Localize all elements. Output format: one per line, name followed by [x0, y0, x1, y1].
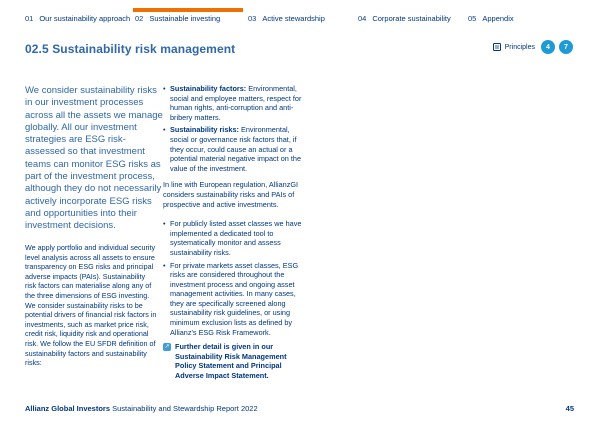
- further-detail-link-text: Further detail is given in our Sustainability Risk Management Policy Statement and Principal Adverse Impact Statement.: [175, 342, 287, 381]
- nav-item-corporate-sustainability[interactable]: [358, 14, 451, 23]
- principle-badge-4[interactable]: 4: [541, 40, 555, 54]
- bullet-text: Environmental, social or governance risk factors that, if they occur, could cause an actual or a potential material negative impact on the value of the investment.: [170, 125, 302, 173]
- definitions-list: [163, 84, 303, 173]
- external-link-icon: ↗: [164, 344, 170, 351]
- middle-column: [163, 84, 303, 381]
- principles-grid-icon: [493, 43, 501, 51]
- page-number: 45: [565, 404, 574, 413]
- nav-item-label: Sustainable investing: [149, 14, 221, 23]
- footer-report-title: [25, 404, 258, 413]
- bullet-text: For publicly listed asset classes we have implemented a dedicated tool to systematically monitor and assess sustainability risks.: [170, 219, 302, 257]
- nav-item-sustainable-investing[interactable]: [135, 14, 220, 23]
- intro-paragraph: We consider sustainability risks in our investment processes across all the assets we manage globally. All our investment strategies are ESG risk-assessed so that investment teams can monitor ESG risks as part of the investment process, although they do not necessarily actively incorporate ESG risks and opportunities into their investment decisions.: [25, 85, 163, 232]
- further-detail-link[interactable]: [163, 342, 303, 380]
- nav-item-label: Appendix: [482, 14, 514, 23]
- regulation-paragraph: In line with European regulation, AllianzGI considers sustainability risks and PAIs of prospective and active investments.: [163, 180, 299, 209]
- nav-item-number: 02: [135, 14, 144, 23]
- nav-item-number: 03: [248, 14, 257, 23]
- nav-item-label: Our sustainability approach: [39, 14, 131, 23]
- footer-report-name: Sustainability and Stewardship Report 2022: [112, 404, 258, 413]
- nav-item-appendix[interactable]: [468, 14, 514, 23]
- asset-classes-list: [163, 219, 303, 337]
- principle-badge-7[interactable]: 7: [559, 40, 573, 54]
- nav-item-label: Corporate sustainability: [372, 14, 451, 23]
- list-item-publicly-listed: [163, 219, 303, 257]
- bullet-lead: Sustainability risks:: [170, 125, 239, 135]
- active-tab-indicator: [133, 8, 243, 12]
- list-item-sustainability-risks: [163, 125, 303, 173]
- nav-item-active-stewardship[interactable]: [248, 14, 325, 23]
- left-body-paragraph: We apply portfolio and individual security level analysis across all assets to ensure transparency on ESG risks and principal adverse impacts (PAIs). Sustainability risk factors can materialise along any of the three dimensions of ESG investing. We consider sustainability risks to be potential drivers of financial risk factors in investments, such as market price risk, credit risk, liquidity risk and operational risk. We follow the EU SFDR definition of sustainability factors and sustainability risks:: [25, 243, 157, 368]
- bullet-text: Environmental, social and employee matters, respect for human rights, anti-corruption and anti-bribery matters.: [170, 84, 302, 122]
- nav-item-number: 01: [25, 14, 34, 23]
- page-title: 02.5 Sustainability risk management: [25, 42, 236, 56]
- list-item-sustainability-factors: [163, 84, 303, 122]
- list-item-private-markets: [163, 261, 303, 338]
- principles-group: [493, 40, 573, 54]
- nav-item-sustainability-approach[interactable]: [25, 14, 130, 23]
- nav-item-number: 05: [468, 14, 477, 23]
- bullet-text: For private markets asset classes, ESG risks are considered throughout the investment process and ongoing asset management activities. In many cases, they are specifically screened along sustainability risk guidelines, or using minimum exclusion lists as defined by Allianz's ESG Risk Framework.: [170, 260, 299, 337]
- principles-label: Principles: [504, 43, 535, 51]
- bullet-lead: Sustainability factors:: [170, 84, 247, 93]
- footer-brand: Allianz Global Investors: [25, 404, 111, 413]
- nav-item-number: 04: [358, 14, 367, 23]
- nav-item-label: Active stewardship: [262, 14, 325, 23]
